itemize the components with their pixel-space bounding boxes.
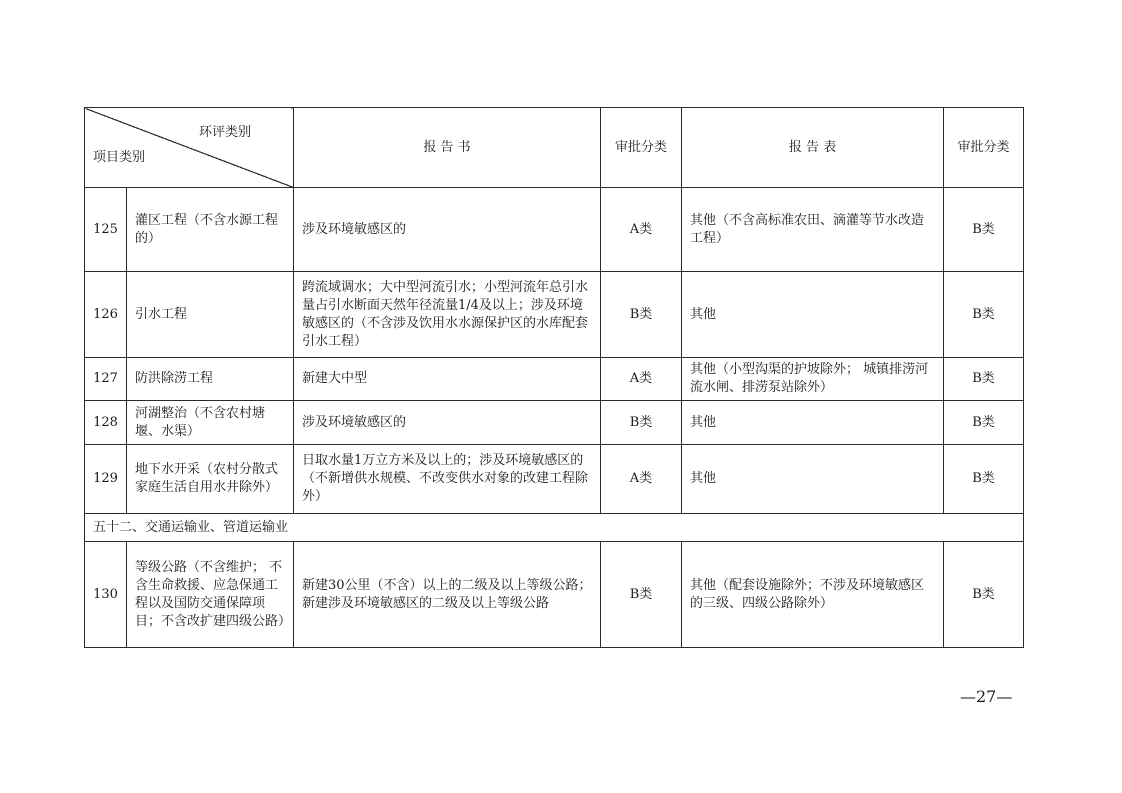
project-name: 等级公路（不含维护； 不含生命救援、应急保通工程以及国防交通保障项目；不含改扩建四级公路） [127,542,294,648]
approval-class-header: 审批分类 [601,108,682,188]
project-name: 地下水开采（农村分散式家庭生活自用水井除外） [127,445,294,514]
approval-class: B类 [944,188,1024,272]
project-name: 防洪除涝工程 [127,358,294,401]
row-number: 128 [85,401,127,445]
approval-class: A类 [601,188,682,272]
table-row [85,188,1024,272]
report-form-header: 报 告 表 [682,108,944,188]
report-book-criteria: 新建大中型 [294,358,601,401]
approval-class: B类 [601,401,682,445]
report-book-criteria: 涉及环境敏感区的 [294,401,601,445]
project-name: 河湖整治（不含农村塘堰、水渠） [127,401,294,445]
diagonal-header-cell [85,108,294,188]
report-form-criteria: 其他（不含高标准农田、滴灌等节水改造工程） [682,188,944,272]
row-number: 125 [85,188,127,272]
section-heading: 五十二、交通运输业、管道运输业 [85,514,1024,542]
project-category-header: 项目类别 [93,150,146,165]
row-number: 126 [85,272,127,358]
env-category-header: 环评类别 [198,125,251,140]
table-row [85,542,1024,648]
row-number: 129 [85,445,127,514]
approval-class: B类 [944,445,1024,514]
approval-class: A类 [601,445,682,514]
report-form-criteria: 其他 [682,272,944,358]
section-row [85,514,1024,542]
report-form-criteria: 其他 [682,401,944,445]
report-book-criteria: 涉及环境敏感区的 [294,188,601,272]
table-row [85,445,1024,514]
approval-class: B类 [944,542,1024,648]
approval-class: B类 [601,272,682,358]
table-row [85,401,1024,445]
approval-class: B类 [944,401,1024,445]
table-row [85,358,1024,401]
project-name: 灌区工程（不含水源工程的） [127,188,294,272]
classification-table [84,107,1024,648]
row-number: 127 [85,358,127,401]
approval-class: B类 [601,542,682,648]
approval-class: B类 [944,272,1024,358]
report-form-criteria: 其他 [682,445,944,514]
project-name: 引水工程 [127,272,294,358]
approval-class: A类 [601,358,682,401]
report-book-header: 报 告 书 [294,108,601,188]
approval-class: B类 [944,358,1024,401]
page-number: —27— [960,687,1013,706]
report-form-criteria: 其他（配套设施除外；不涉及环境敏感区的三级、四级公路除外） [682,542,944,648]
row-number: 130 [85,542,127,648]
report-book-criteria: 日取水量1万立方米及以上的；涉及环境敏感区的（不新增供水规模、不改变供水对象的改建工程除外） [294,445,601,514]
approval-class-header: 审批分类 [944,108,1024,188]
report-book-criteria: 新建30公里（不含）以上的二级及以上等级公路；新建涉及环境敏感区的二级及以上等级公路 [294,542,601,648]
table-row [85,272,1024,358]
report-book-criteria: 跨流域调水；大中型河流引水；小型河流年总引水量占引水断面天然年径流量1/4及以上；涉及环境敏感区的（不含涉及饮用水水源保护区的水库配套引水工程） [294,272,601,358]
report-form-criteria: 其他（小型沟渠的护坡除外； 城镇排涝河流水闸、排涝泵站除外） [682,358,944,401]
header-row [85,108,1024,188]
